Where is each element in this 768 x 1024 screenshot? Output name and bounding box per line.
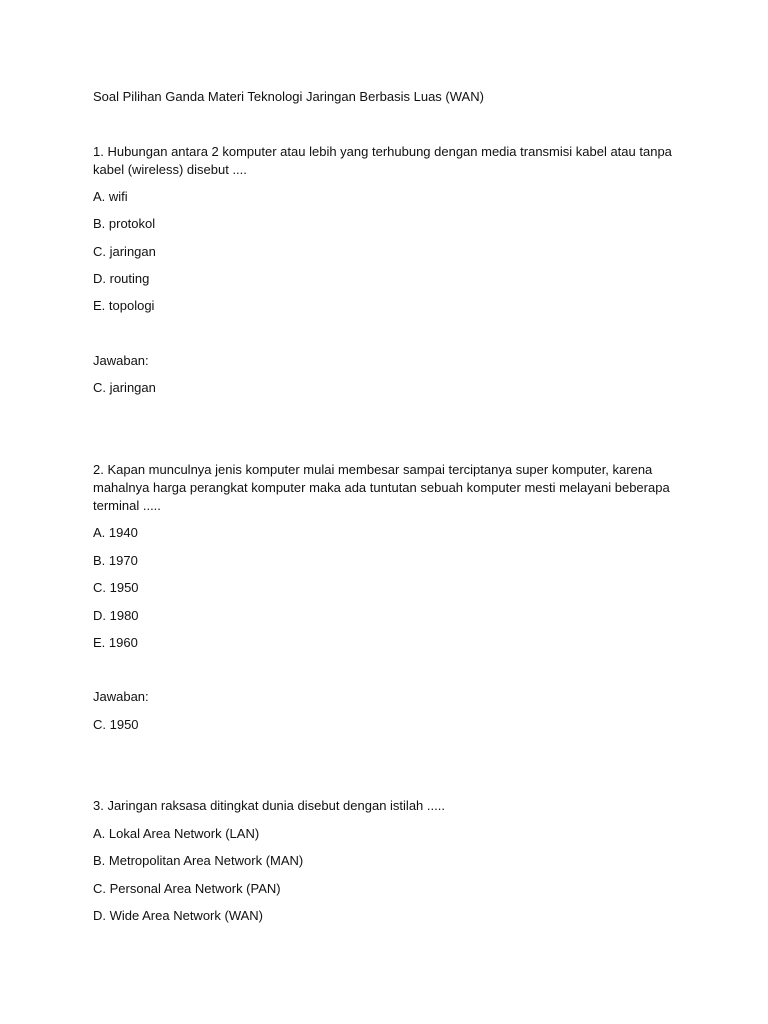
question-2-prompt-line-1: 2. Kapan munculnya jenis komputer mulai membesar sampai terciptanya super komputer, karena <box>93 462 653 477</box>
question-2-option-d: D. 1980 <box>93 608 139 623</box>
question-3-option-c: C. Personal Area Network (PAN) <box>93 881 281 896</box>
question-2-option-e: E. 1960 <box>93 635 138 650</box>
question-3-option-b: B. Metropolitan Area Network (MAN) <box>93 853 304 868</box>
question-1-prompt-line-1: 1. Hubungan antara 2 komputer atau lebih yang terhubung dengan media transmisi kabel atau tanpa <box>93 144 672 159</box>
question-1-option-d: D. routing <box>93 271 150 286</box>
question-2-option-b: B. 1970 <box>93 553 138 568</box>
question-1-option-b: B. protokol <box>93 216 156 231</box>
question-2-prompt-line-3: terminal ..... <box>93 498 161 513</box>
question-1-prompt-line-2: kabel (wireless) disebut .... <box>93 162 247 177</box>
question-1-option-c: C. jaringan <box>93 244 156 259</box>
question-2-option-a: A. 1940 <box>93 525 138 540</box>
question-2-prompt-line-2: mahalnya harga perangkat komputer maka ada tuntutan sebuah komputer mesti melayani beberapa <box>93 480 670 495</box>
document-title: Soal Pilihan Ganda Materi Teknologi Jaringan Berbasis Luas (WAN) <box>93 89 484 104</box>
question-1-answer-label: Jawaban: <box>93 353 149 368</box>
question-1-answer: C. jaringan <box>93 380 156 395</box>
question-1-option-e: E. topologi <box>93 298 155 313</box>
question-3-prompt-line-1: 3. Jaringan raksasa ditingkat dunia disebut dengan istilah ..... <box>93 798 445 813</box>
question-2-answer-label: Jawaban: <box>93 689 149 704</box>
question-2-option-c: C. 1950 <box>93 580 139 595</box>
question-3-option-d: D. Wide Area Network (WAN) <box>93 908 263 923</box>
question-2-answer: C. 1950 <box>93 717 139 732</box>
question-3-option-a: A. Lokal Area Network (LAN) <box>93 826 260 841</box>
question-1-option-a: A. wifi <box>93 189 128 204</box>
